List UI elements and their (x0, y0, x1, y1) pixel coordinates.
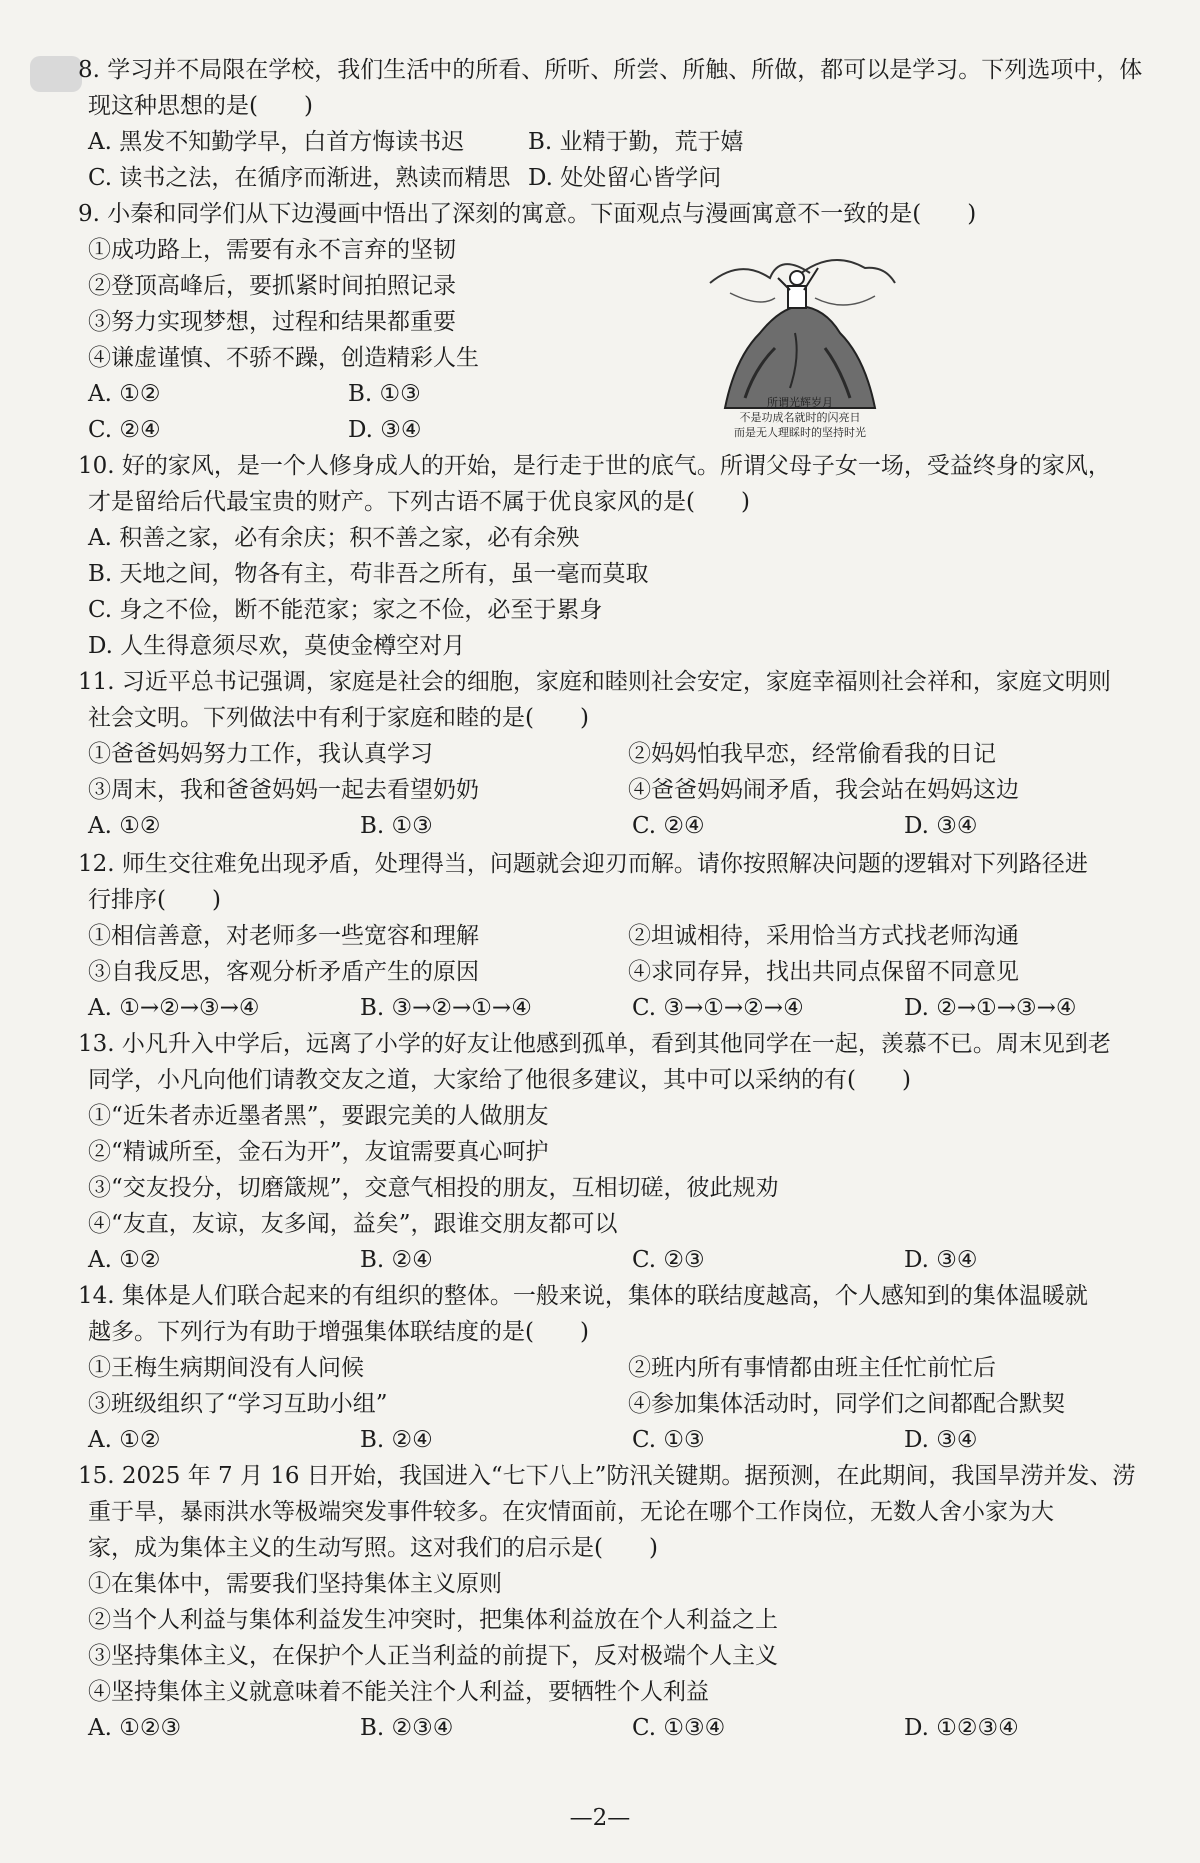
q9-options-row1 (78, 376, 1168, 412)
q12-statements-row1 (78, 918, 1168, 954)
q9-options-row2 (78, 412, 1168, 448)
q12-statement-4: ④求同存异，找出共同点保留不同意见 (628, 959, 1019, 985)
q11-stem-line1: 11. 习近平总书记强调，家庭是社会的细胞，家庭和睦则社会安定，家庭幸福则社会祥和，家庭文明则 (78, 669, 1111, 695)
q13-statement-3: ③“交友投分，切磨箴规”，交意气相投的朋友，互相切磋，彼此规劝 (88, 1175, 779, 1201)
q8-options-row1 (78, 124, 1168, 160)
cartoon-caption (705, 395, 895, 440)
q15-stem-line1: 15. 2025 年 7 月 16 日开始，我国进入“七下八上”防汛关键期。据预测，在此期间，我国旱涝并发、涝 (78, 1463, 1136, 1489)
q15-statement-3: ③坚持集体主义，在保护个人正当利益的前提下，反对极端个人主义 (88, 1643, 778, 1669)
q15-statement-2: ②当个人利益与集体利益发生冲突时，把集体利益放在个人利益之上 (88, 1607, 778, 1633)
q11-statement-4: ④爸爸妈妈闹矛盾，我会站在妈妈这边 (628, 777, 1019, 803)
q13-statement-2: ②“精诚所至，金石为开”，友谊需要真心呵护 (88, 1139, 549, 1165)
q13-stem-line1: 13. 小凡升入中学后，远离了小学的好友让他感到孤单，看到其他同学在一起，羡慕不已。周末见到老 (78, 1031, 1111, 1057)
q11-statement-2: ②妈妈怕我早恋，经常偷看我的日记 (628, 741, 996, 767)
q8-option-c: C. 读书之法，在循序而渐进，熟读而精思 (88, 165, 511, 191)
q10-option-a: A. 积善之家，必有余庆；积不善之家，必有余殃 (88, 525, 580, 551)
q13-option-a: A. ①② (88, 1247, 161, 1273)
q14-statement-4: ④参加集体活动时，同学们之间都配合默契 (628, 1391, 1065, 1417)
q10-stem-line2: 才是留给后代最宝贵的财产。下列古语不属于优良家风的是( ) (88, 489, 750, 515)
q15-stem-line2: 重于旱，暴雨洪水等极端突发事件较多。在灾情面前，无论在哪个工作岗位，无数人舍小家为大 (88, 1499, 1054, 1525)
q13-option-c: C. ②③ (632, 1247, 705, 1273)
question-15 (78, 1458, 1168, 1746)
q11-stem-line2: 社会文明。下列做法中有利于家庭和睦的是( ) (88, 705, 589, 731)
q9-statement-2: ②登顶高峰后，要抓紧时间拍照记录 (88, 273, 456, 299)
q10-option-d: D. 人生得意须尽欢，莫使金樽空对月 (88, 633, 466, 659)
q11-statement-1: ①爸爸妈妈努力工作，我认真学习 (88, 741, 433, 767)
q11-option-d: D. ③④ (904, 813, 978, 839)
q9-stem: 9. 小秦和同学们从下边漫画中悟出了深刻的寓意。下面观点与漫画寓意不一致的是( ) (78, 201, 977, 227)
q14-option-b: B. ②④ (360, 1427, 433, 1453)
question-10 (78, 448, 1168, 664)
q12-statements-row2 (78, 954, 1168, 990)
q12-option-a: A. ①→②→③→④ (88, 995, 260, 1021)
q14-statement-1: ①王梅生病期间没有人问候 (88, 1355, 364, 1381)
q9-option-b: B. ①③ (348, 381, 421, 407)
q11-option-a: A. ①② (88, 813, 161, 839)
q13-option-d: D. ③④ (904, 1247, 978, 1273)
q9-option-a: A. ①② (88, 381, 161, 407)
q14-options-row (78, 1422, 1168, 1458)
cartoon-caption-line3: 而是无人理睬时的坚持时光 (734, 426, 866, 439)
q8-option-b: B. 业精于勤，荒于嬉 (528, 129, 744, 155)
q9-statement-1: ①成功路上，需要有永不言弃的坚韧 (88, 237, 456, 263)
q15-option-d: D. ①②③④ (904, 1715, 1019, 1741)
q9-statement-3: ③努力实现梦想，过程和结果都重要 (88, 309, 456, 335)
q8-option-a: A. 黑发不知勤学早，白首方悔读书迟 (88, 129, 465, 155)
q13-options-row (78, 1242, 1168, 1278)
page-number: —2— (569, 1805, 631, 1831)
q12-stem-line1: 12. 师生交往难免出现矛盾，处理得当，问题就会迎刃而解。请你按照解决问题的逻辑对下列路径进 (78, 851, 1088, 877)
q11-option-b: B. ①③ (360, 813, 433, 839)
q14-statements-row1 (78, 1350, 1168, 1386)
question-14 (78, 1278, 1168, 1458)
q10-stem-line1: 10. 好的家风，是一个人修身成人的开始，是行走于世的底气。所谓父母子女一场，受益终身的家风， (78, 453, 1111, 479)
q12-option-d: D. ②→①→③→④ (904, 995, 1077, 1021)
cartoon-caption-line1: 所谓光辉岁月 (767, 396, 833, 409)
q13-stem-line2: 同学，小凡向他们请教交友之道，大家给了他很多建议，其中可以采纳的有( ) (88, 1067, 911, 1093)
q9-option-d: D. ③④ (348, 417, 422, 443)
q8-options-row2 (78, 160, 1168, 196)
q14-stem-line2: 越多。下列行为有助于增强集体联结度的是( ) (88, 1319, 589, 1345)
q14-option-d: D. ③④ (904, 1427, 978, 1453)
q12-option-c: C. ③→①→②→④ (632, 995, 804, 1021)
q12-statement-1: ①相信善意，对老师多一些宽容和理解 (88, 923, 479, 949)
question-11 (78, 664, 1168, 844)
q13-statement-4: ④“友直，友谅，友多闻，益矣”，跟谁交朋友都可以 (88, 1211, 618, 1237)
q12-statement-2: ②坦诚相待，采用恰当方式找老师沟通 (628, 923, 1019, 949)
q11-statements-row1 (78, 736, 1168, 772)
q11-statement-3: ③周末，我和爸爸妈妈一起去看望奶奶 (88, 777, 479, 803)
q12-option-b: B. ③→②→①→④ (360, 995, 532, 1021)
q8-option-d: D. 处处留心皆学问 (528, 165, 722, 191)
q15-options-row (78, 1710, 1168, 1746)
q12-stem-line2: 行排序( ) (88, 887, 221, 913)
q12-options-row (78, 990, 1168, 1026)
question-9 (78, 196, 1168, 448)
cartoon-caption-line2: 不是功成名就时的闪亮日 (739, 411, 861, 424)
question-8 (78, 52, 1168, 196)
q9-statement-4: ④谦虚谨慎、不骄不躁，创造精彩人生 (88, 345, 479, 371)
q11-statements-row2 (78, 772, 1168, 808)
q13-option-b: B. ②④ (360, 1247, 433, 1273)
corner-badge (30, 56, 82, 92)
q15-stem-line3: 家，成为集体主义的生动写照。这对我们的启示是( ) (88, 1535, 658, 1561)
q10-option-c: C. 身之不俭，断不能范家；家之不俭，必至于累身 (88, 597, 603, 623)
q14-statements-row2 (78, 1386, 1168, 1422)
q15-option-a: A. ①②③ (88, 1715, 182, 1741)
q14-statement-3: ③班级组织了“学习互助小组” (88, 1391, 388, 1417)
q14-option-c: C. ①③ (632, 1427, 705, 1453)
q15-statement-4: ④坚持集体主义就意味着不能关注个人利益，要牺牲个人利益 (88, 1679, 709, 1705)
question-13 (78, 1026, 1168, 1278)
q15-option-c: C. ①③④ (632, 1715, 726, 1741)
q14-stem-line1: 14. 集体是人们联合起来的有组织的整体。一般来说，集体的联结度越高，个人感知到的集体温暖就 (78, 1283, 1088, 1309)
q8-stem-line2: 现这种思想的是( ) (88, 93, 313, 119)
q10-option-b: B. 天地之间，物各有主，苟非吾之所有，虽一毫而莫取 (88, 561, 649, 587)
q15-statement-1: ①在集体中，需要我们坚持集体主义原则 (88, 1571, 502, 1597)
question-12 (78, 846, 1168, 1026)
q15-option-b: B. ②③④ (360, 1715, 454, 1741)
q14-option-a: A. ①② (88, 1427, 161, 1453)
q14-statement-2: ②班内所有事情都由班主任忙前忙后 (628, 1355, 996, 1381)
q13-statement-1: ①“近朱者赤近墨者黑”，要跟完美的人做朋友 (88, 1103, 549, 1129)
q11-option-c: C. ②④ (632, 813, 705, 839)
q11-options-row (78, 808, 1168, 844)
q9-option-c: C. ②④ (88, 417, 161, 443)
q8-stem-line1: 8. 学习并不局限在学校，我们生活中的所看、所听、所尝、所触、所做，都可以是学习。下列选项中，体 (78, 57, 1143, 83)
q12-statement-3: ③自我反思，客观分析矛盾产生的原因 (88, 959, 479, 985)
